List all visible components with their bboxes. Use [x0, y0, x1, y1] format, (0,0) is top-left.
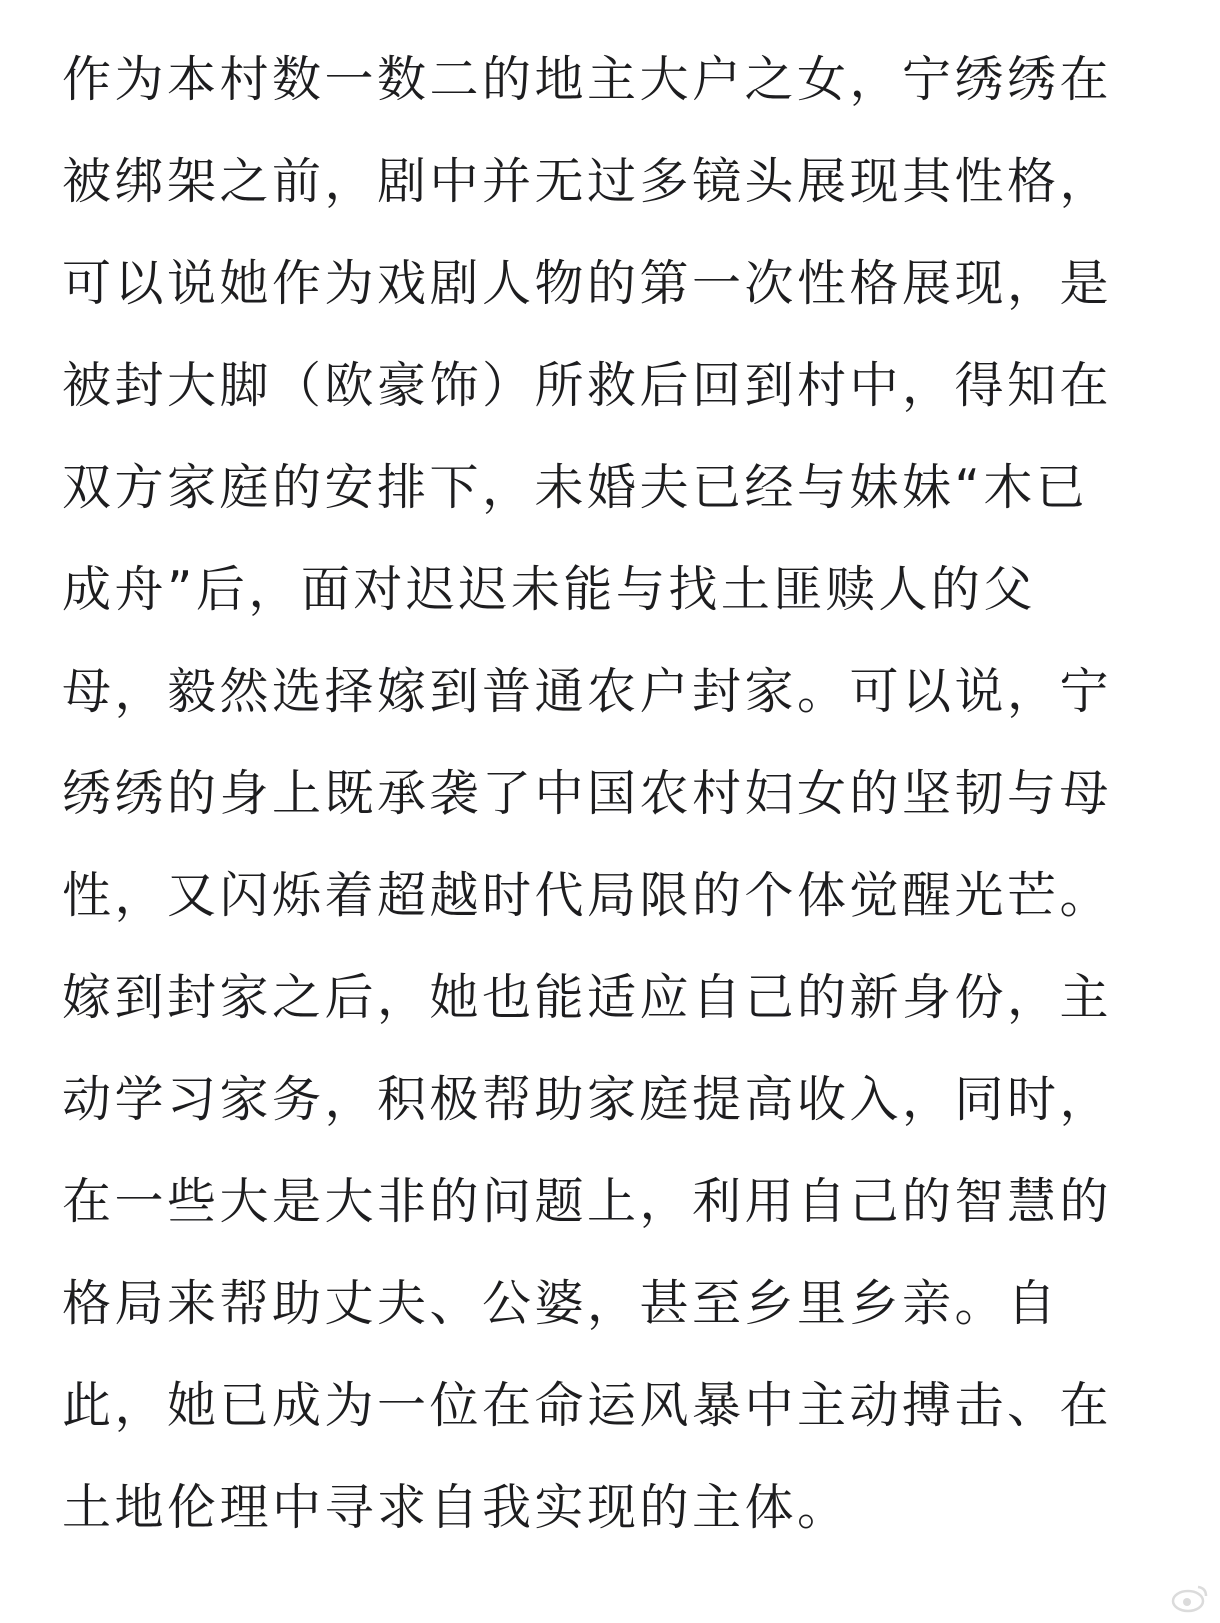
text-line-11: 动学习家务，积极帮助家庭提高收入，同时，	[62, 1071, 1113, 1128]
text-line-15: 土地伦理中寻求自我实现的主体。	[62, 1479, 850, 1536]
text-line-4: 被封大脚（欧豪饰）所救后回到村中，得知在	[62, 357, 1113, 414]
text-line-10: 嫁到封家之后，她也能适应自己的新身份，主	[62, 969, 1113, 1026]
text-line-12: 在一些大是大非的问题上，利用自己的智慧的	[62, 1173, 1113, 1230]
text-line-1: 作为本村数一数二的地主大户之女，宁绣绣在	[62, 51, 1113, 108]
text-line-6: 成舟”后，面对迟迟未能与找土匪赎人的父	[62, 561, 1036, 618]
text-line-8: 绣绣的身上既承袭了中国农村妇女的坚韧与母	[62, 765, 1113, 822]
weibo-logo-icon	[1170, 1583, 1210, 1613]
text-line-7: 母，毅然选择嫁到普通农户封家。可以说，宁	[62, 663, 1113, 720]
text-line-2: 被绑架之前，剧中并无过多镜头展现其性格，	[62, 153, 1113, 210]
watermark	[1170, 1583, 1210, 1613]
text-line-5: 双方家庭的安排下，未婚夫已经与妹妹“木已	[62, 459, 1089, 516]
text-line-14: 此，她已成为一位在命运风暴中主动搏击、在	[62, 1377, 1113, 1434]
text-line-9: 性，又闪烁着超越时代局限的个体觉醒光芒。	[62, 867, 1113, 924]
text-line-13: 格局来帮助丈夫、公婆，甚至乡里乡亲。自	[62, 1275, 1060, 1332]
article-body	[62, 42, 1162, 1572]
text-line-3: 可以说她作为戏剧人物的第一次性格展现，是	[62, 255, 1113, 312]
